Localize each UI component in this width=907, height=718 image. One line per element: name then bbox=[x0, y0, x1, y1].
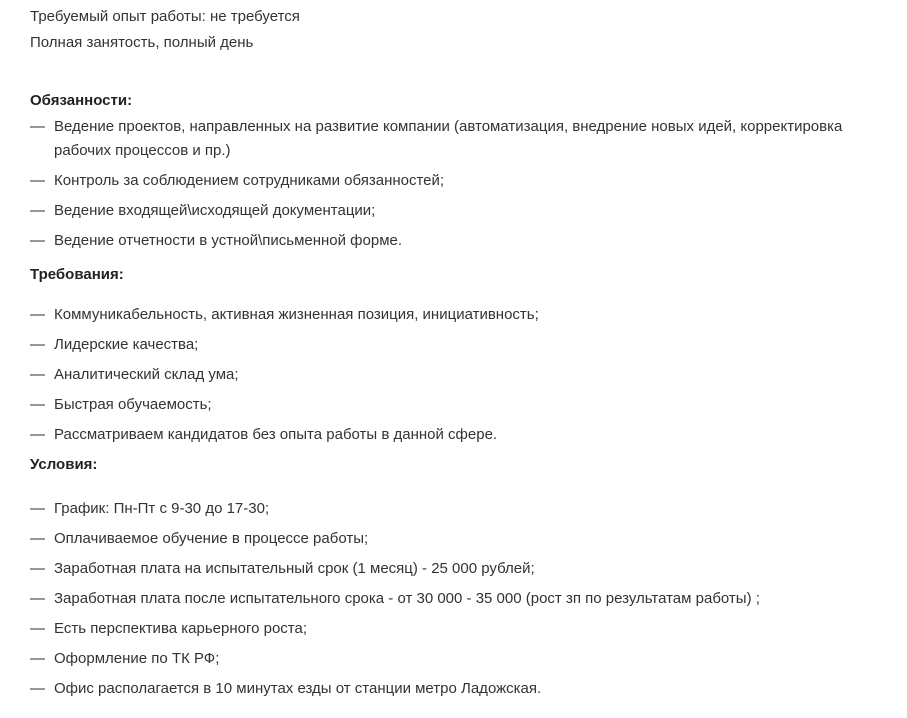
duties-list bbox=[30, 115, 900, 253]
list-item-text: Ведение входящей\исходящей документации; bbox=[54, 202, 376, 219]
list-item bbox=[30, 303, 900, 327]
list-item-text: Коммуникабельность, активная жизненная позиция, инициативность; bbox=[54, 306, 539, 323]
requirements-section bbox=[30, 265, 900, 447]
dash-bullet: — bbox=[30, 560, 45, 577]
experience-requirement: Требуемый опыт работы: не требуется bbox=[30, 8, 300, 25]
list-item-text: Рассматриваем кандидатов без опыта работы в данной сфере. bbox=[54, 426, 498, 443]
dash-bullet: — bbox=[30, 620, 45, 637]
list-item-text: Оплачиваемое обучение в процессе работы; bbox=[54, 530, 369, 547]
duties-heading: Обязанности: bbox=[30, 92, 133, 109]
list-item bbox=[30, 363, 900, 387]
list-item bbox=[30, 393, 900, 417]
list-item-text: Контроль за соблюдением сотрудниками обязанностей; bbox=[54, 172, 445, 189]
list-item bbox=[30, 527, 900, 551]
list-item bbox=[30, 115, 900, 163]
list-item-text: График: Пн-Пт с 9-30 до 17-30; bbox=[54, 500, 270, 517]
list-item bbox=[30, 199, 900, 223]
list-item bbox=[30, 587, 900, 611]
vacancy-description bbox=[30, 0, 900, 707]
list-item bbox=[30, 229, 900, 253]
requirements-heading: Требования: bbox=[30, 266, 124, 283]
list-item bbox=[30, 617, 900, 641]
list-item-text: Оформление по ТК РФ; bbox=[54, 650, 220, 667]
dash-bullet: — bbox=[30, 590, 45, 607]
conditions-heading: Условия: bbox=[30, 456, 98, 473]
list-item bbox=[30, 423, 900, 447]
dash-bullet: — bbox=[30, 336, 45, 353]
dash-bullet: — bbox=[30, 680, 45, 697]
list-item-text: Лидерские качества; bbox=[54, 336, 199, 353]
dash-bullet: — bbox=[30, 530, 45, 547]
list-item-text: Быстрая обучаемость; bbox=[54, 396, 212, 413]
list-item bbox=[30, 497, 900, 521]
dash-bullet: — bbox=[30, 202, 45, 219]
list-item-text: Ведение отчетности в устной\письменной форме. bbox=[54, 232, 403, 249]
list-item-text: Офис располагается в 10 минутах езды от станции метро Ладожская. bbox=[54, 680, 542, 697]
dash-bullet: — bbox=[30, 306, 45, 323]
list-item bbox=[30, 647, 900, 671]
dash-bullet: — bbox=[30, 232, 45, 249]
list-item bbox=[30, 677, 900, 701]
duties-section bbox=[30, 91, 900, 253]
list-item-text: Ведение проектов, направленных на развитие компании (автоматизация, внедрение новых идей, корректировка рабочих процессов и пр.) bbox=[54, 118, 843, 159]
list-item bbox=[30, 169, 900, 193]
employment-type: Полная занятость, полный день bbox=[30, 34, 254, 51]
conditions-section bbox=[30, 455, 900, 701]
dash-bullet: — bbox=[30, 426, 45, 443]
list-item-text: Заработная плата после испытательного срока - от 30 000 - 35 000 (рост зп по результатам работы) ; bbox=[54, 590, 760, 607]
list-item bbox=[30, 557, 900, 581]
dash-bullet: — bbox=[30, 366, 45, 383]
conditions-list bbox=[30, 497, 900, 701]
dash-bullet: — bbox=[30, 172, 45, 189]
list-item-text: Аналитический склад ума; bbox=[54, 366, 239, 383]
dash-bullet: — bbox=[30, 396, 45, 413]
list-item-text: Есть перспектива карьерного роста; bbox=[54, 620, 308, 637]
list-item-text: Заработная плата на испытательный срок (1 месяц) - 25 000 рублей; bbox=[54, 560, 535, 577]
dash-bullet: — bbox=[30, 500, 45, 517]
list-item bbox=[30, 333, 900, 357]
dash-bullet: — bbox=[30, 650, 45, 667]
dash-bullet: — bbox=[30, 118, 45, 135]
requirements-list bbox=[30, 303, 900, 447]
